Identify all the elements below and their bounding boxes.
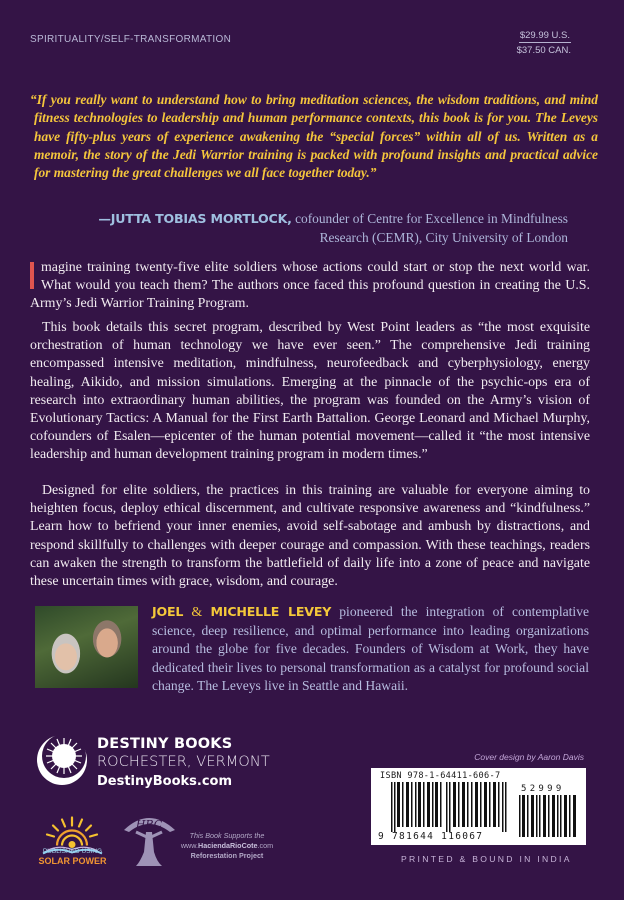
author-ampersand: & — [183, 605, 211, 620]
description-paragraph-2: This book details this secret program, described by West Point leaders as “the most exquisite orchestration of human technology we have ever seen.” The comprehensive Jedi training encompassed intensive meditation, mindfulness, neurofeedback and cyberphysiology, energy healing, Aikido, and mission simulations. Emerging at the pinnacle of the psychic-ops era of research into extraordinary human abilities, the program was founded on the Army’s vision of Evolutionary Tactics: A Manual for the First Earth Battalion. George Leonard and Michael Murphy, cofounders of Esalen—epicenter of the human potential movement—called it “the most intensive leadership and human development training program in modern times.” — [30, 320, 590, 463]
bio-text: pioneered the integration of contemplative science, deep resilience, and optimal performance into leading organizations around the globe for five decades. Founders of Wisdom at Work, they have dedicated their lives to personal transformation as a catalyst for profound social change. The Leveys live in Seattle and Hawaii. — [152, 604, 590, 693]
author-bio — [152, 603, 589, 695]
price-block — [517, 30, 571, 56]
author-photo — [35, 606, 138, 688]
publisher-url[interactable]: DestinyBooks.com — [97, 774, 233, 789]
category-label: SPIRITUALITY/SELF-TRANSFORMATION — [30, 34, 232, 45]
endorser-name: —JUTTA TOBIAS MORTLOCK, — [98, 211, 292, 226]
publisher-location: ROCHESTER, VERMONT — [97, 754, 270, 770]
hrc-url[interactable]: www.HaciendaRioCote.com — [180, 841, 274, 850]
price-us: $29.99 U.S. — [519, 30, 570, 41]
cover-design-credit: Cover design by Aaron Davis — [474, 752, 584, 762]
endorsement-attribution — [48, 209, 568, 247]
svg-text:HRC: HRC — [135, 818, 163, 831]
endorser-affiliation: cofounder of Centre for Excellence in Mindfulness Research (CEMR), City University of London — [291, 211, 568, 245]
endorsement-quote: “If you really want to understand how to bring meditation sciences, the wisdom traditions, and mind fitness technologies to leadership and human performance contexts, this book is for you. The Leveys have fifty-plus years of experience awakening the “special forces” within all of us. Written as a memoir, the story of the Jedi Warrior training is packed with profound insights and practical advice for mastering the great challenges we all face together today.” — [30, 92, 598, 181]
description-paragraph-1: magine training twenty-five elite soldiers whose actions could start or stop the next world war. What would you teach them? The authors once faced this profound question in creating the U.S. Army’s Jedi Warrior Training Program. — [30, 260, 590, 312]
barcode-digits: 9 781644 116067 — [378, 831, 484, 842]
solar-power-badge: PUBLISHED USING SOLAR POWER — [38, 848, 107, 866]
publisher-name: DESTINY BOOKS — [97, 736, 233, 752]
author-name-1: JOEL — [152, 604, 184, 619]
drop-cap-bar — [30, 262, 34, 289]
printed-in-label: PRINTED & BOUND IN INDIA — [401, 854, 572, 864]
destiny-books-logo-icon — [36, 734, 88, 786]
addon-digits: 52999 — [521, 784, 565, 794]
price-addon-barcode-icon — [519, 795, 577, 837]
publisher-block — [97, 735, 270, 793]
isbn-barcode-icon — [391, 782, 507, 832]
hrc-support-text: This Book Supports the www.HaciendaRioCote.com Reforestation Project — [180, 831, 274, 860]
author-name-2: MICHELLE LEVEY — [210, 604, 332, 619]
description-paragraph-3: Designed for elite soldiers, the practices in this training are valuable for everyone aiming to heighten focus, deploy ethical discernment, and cultivate responsive awareness and “kindfulness.” Learn how to befriend your inner enemies, avoid self-sabotage and ambush by distractions, and respond skillfully to challenges with deeper courage and compassion. With these teachings, readers can awaken the strength to transform the battlefield of daily life into a zone of peace and navigate these uncertain times with grace, wisdom, and courage. — [30, 483, 590, 590]
price-can: $37.50 CAN. — [516, 45, 571, 56]
isbn-label: ISBN 978-1-64411-606-7 — [380, 771, 501, 781]
